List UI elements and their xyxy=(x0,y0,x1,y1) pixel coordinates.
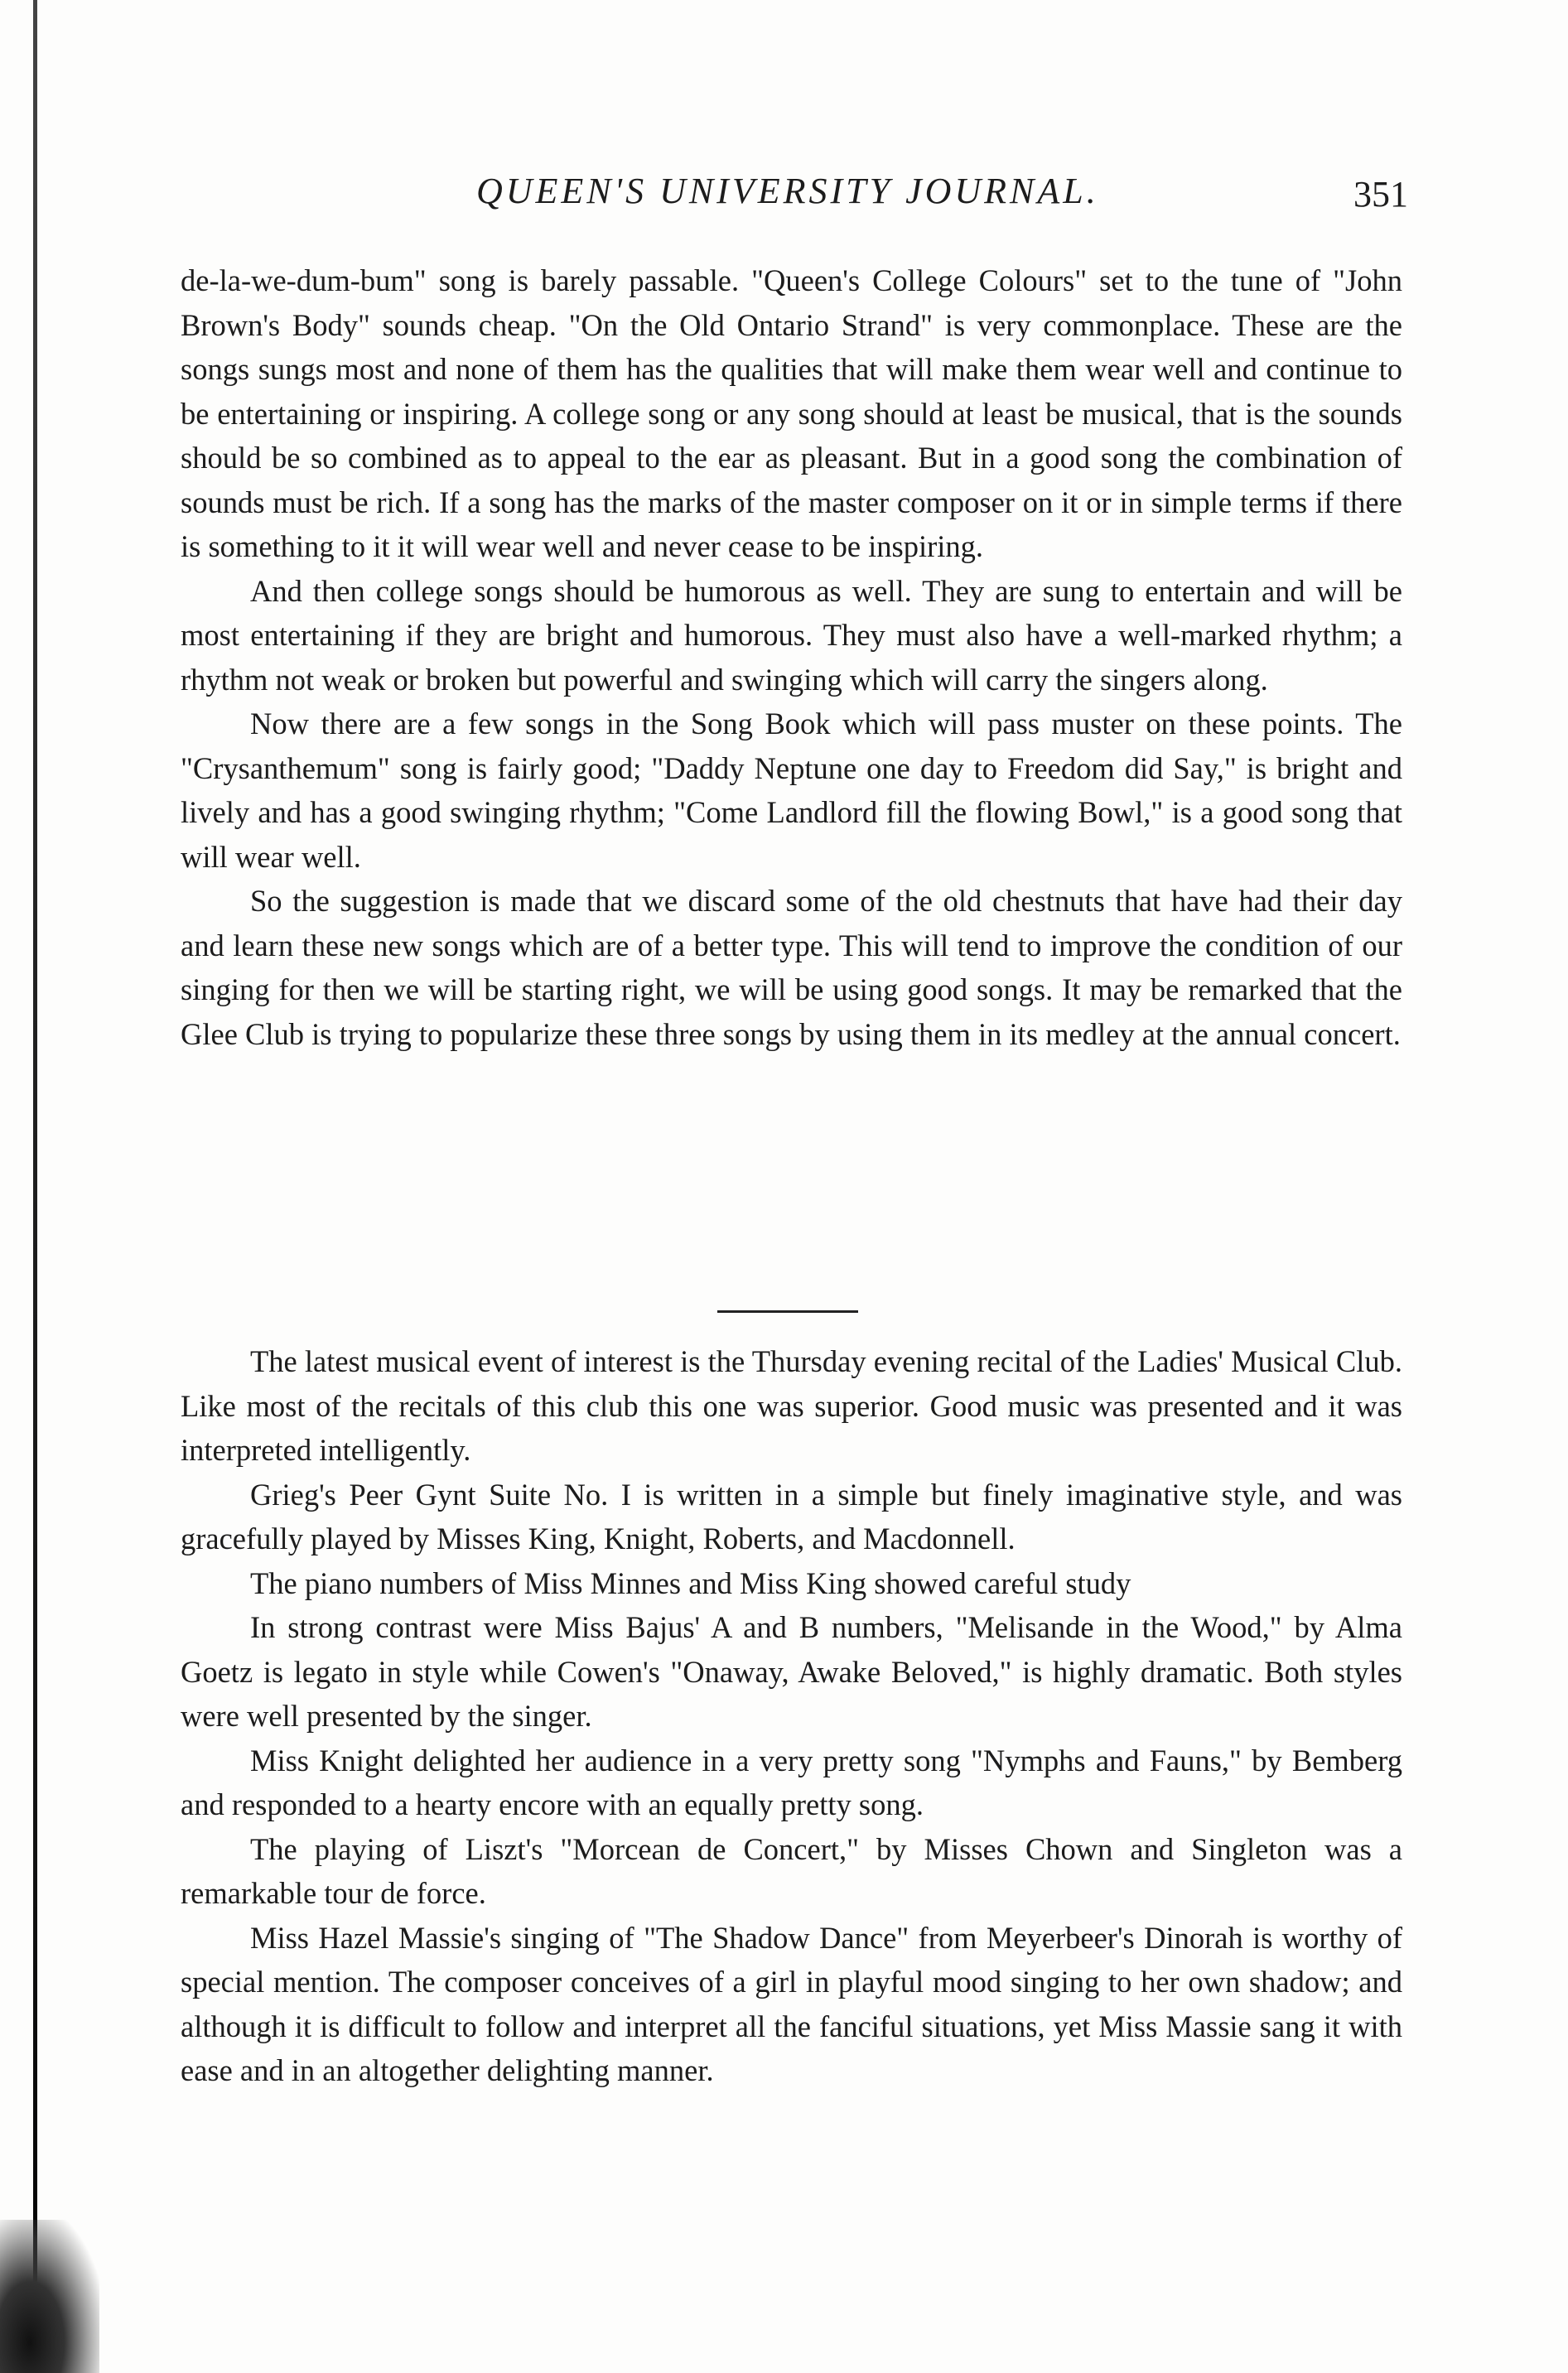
paragraph: The latest musical event of interest is the Thursday evening recital of the Ladies' Musical Club. Like most of the recitals of this club this one was superior. Good music was presented and it was interpreted intelligently. xyxy=(181,1344,1402,1467)
binding-edge xyxy=(33,0,37,2373)
page-number: 351 xyxy=(1353,174,1408,215)
journal-title: QUEEN'S UNIVERSITY JOURNAL. xyxy=(476,171,1099,211)
recital-review xyxy=(181,1339,1402,2093)
paragraph: The playing of Liszt's "Morcean de Concert," by Misses Chown and Singleton was a remarkable tour de force. xyxy=(181,1831,1402,1910)
paragraph: So the suggestion is made that we discard some of the old chestnuts that have had their day and learn these new songs which are of a better type. This will tend to improve the condition of our singing for then we will be starting right, we will be using good songs. It may be remarked that the Glee Club is trying to popularize these three songs by using them in its medley at the annual concert. xyxy=(181,884,1402,1051)
running-header xyxy=(182,170,1408,228)
article-continuation xyxy=(181,258,1402,1056)
paragraph: Miss Knight delighted her audience in a very pretty song "Nymphs and Fauns," by Bemberg and responded to a hearty encore with an equally pretty song. xyxy=(181,1743,1402,1821)
paragraph: de-la-we-dum-bum" song is barely passable. "Queen's College Colours" set to the tune of "John Brown's Body" sounds cheap. "On the Old Ontario Strand" is very commonplace. These are the songs sungs most and none of them has the qualities that will make them wear well and continue to be entertaining or inspiring. A college song or any song should at least be musical, that is the sounds should be so combined as to appeal to the ear as pleasant. But in a good song the combination of sounds must be rich. If a song has the marks of the master composer on it or in simple terms if there is something to it it will wear well and never cease to be inspiring. xyxy=(181,263,1402,563)
paragraph: Miss Hazel Massie's singing of "The Shadow Dance" from Meyerbeer's Dinorah is worthy of special mention. The composer conceives of a girl in playful mood singing to her own shadow; and although it is difficult to follow and interpret all the fanciful situations, yet Miss Massie sang it with ease and in an altogether delighting manner. xyxy=(181,1920,1402,2087)
section-divider xyxy=(717,1310,858,1313)
paragraph: In strong contrast were Miss Bajus' A and B numbers, "Melisande in the Wood," by Alma Goetz is legato in style while Cowen's "Onaway, Awake Beloved," is highly dramatic. Both styles were well presented by the singer. xyxy=(181,1610,1402,1733)
paragraph: Grieg's Peer Gynt Suite No. I is written in a simple but finely imaginative style, and was gracefully played by Misses King, Knight, Roberts, and Macdonnell. xyxy=(181,1477,1402,1555)
paragraph: The piano numbers of Miss Minnes and Miss King showed careful study xyxy=(250,1565,1131,1600)
paragraph: And then college songs should be humorous as well. They are sung to entertain and will be most entertaining if they are bright and humorous. They must also have a well-marked rhythm; a rhythm not weak or broken but powerful and swinging which will carry the singers along. xyxy=(181,573,1402,697)
scan-smudge xyxy=(0,2220,99,2373)
paragraph: Now there are a few songs in the Song Book which will pass muster on these points. The "Crysanthemum" song is fairly good; "Daddy Neptune one day to Freedom did Say," is bright and lively and has a good swinging rhythm; "Come Landlord fill the flowing Bowl," is a good song that will wear well. xyxy=(181,707,1402,874)
